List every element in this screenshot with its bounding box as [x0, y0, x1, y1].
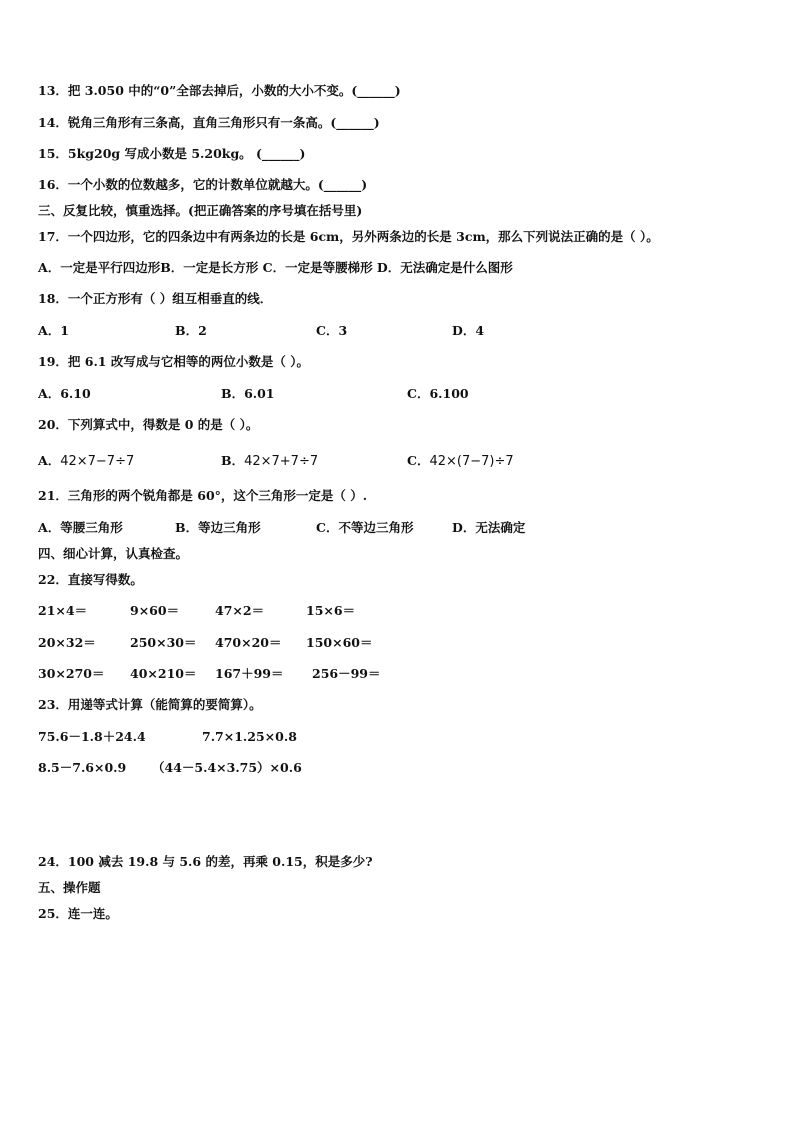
question-19: 19．把 6.1 改写成与它相等的两位小数是（ ）。 — [38, 354, 309, 369]
question-19-option-c: C．6.100 — [407, 386, 469, 401]
question-20-option-c — [407, 453, 514, 470]
calc-item: （44－5.4×3.75）×0.6 — [152, 760, 302, 775]
question-14: 14．锐角三角形有三条高，直角三角形只有一条高。(______) — [38, 115, 380, 130]
calc-item: 75.6－1.8＋24.4 — [38, 729, 146, 744]
question-16: 16．一个小数的位数越多，它的计数单位就越大。(______) — [38, 177, 368, 192]
question-23: 23．用递等式计算（能简算的要简算）。 — [38, 697, 262, 712]
calc-item: 47×2＝ — [215, 603, 265, 618]
question-18-option-d: D．4 — [452, 323, 485, 338]
calc-item: 20×32＝ — [38, 635, 96, 650]
formula: 42×7+7÷7 — [244, 454, 319, 469]
question-20: 20．下列算式中，得数是 0 的是（ ）。 — [38, 417, 259, 432]
calc-item: 40×210＝ — [130, 666, 197, 681]
question-18-option-c: C．3 — [316, 323, 348, 338]
calc-item: 7.7×1.25×0.8 — [202, 729, 297, 744]
calc-item: 30×270＝ — [38, 666, 105, 681]
question-22: 22．直接写得数。 — [38, 572, 143, 587]
question-21-option-c: C．不等边三角形 — [316, 520, 414, 535]
question-18-option-a: A．1 — [38, 323, 69, 338]
calc-item: 15×6＝ — [306, 603, 356, 618]
question-21-option-d: D．无法确定 — [452, 520, 526, 535]
option-label: C． — [407, 453, 430, 468]
option-label: B． — [221, 453, 245, 468]
question-21: 21．三角形的两个锐角都是 60°，这个三角形一定是（ ）. — [38, 488, 368, 503]
section-4-heading: 四、细心计算，认真检查。 — [38, 546, 189, 561]
formula: 42×(7−7)÷7 — [429, 454, 514, 469]
question-20-option-b — [221, 453, 318, 470]
question-19-option-b: B．6.01 — [221, 386, 275, 401]
question-18: 18．一个正方形有（ ）组互相垂直的线． — [38, 291, 273, 306]
section-5-heading: 五、操作题 — [38, 880, 101, 895]
calc-item: 167＋99＝ — [215, 666, 284, 681]
question-17-options: A．一定是平行四边形B．一定是长方形 C．一定是等腰梯形 D．无法确定是什么图形 — [38, 260, 513, 275]
calc-item: 256－99＝ — [312, 666, 381, 681]
formula: 42×7−7÷7 — [60, 454, 135, 469]
question-20-option-a — [38, 453, 134, 470]
question-13: 13．把 3.050 中的“0”全部去掉后，小数的大小不变。(______) — [38, 83, 401, 98]
calc-item: 21×4＝ — [38, 603, 88, 618]
question-21-option-a: A．等腰三角形 — [38, 520, 123, 535]
question-18-option-b: B．2 — [175, 323, 207, 338]
question-17: 17．一个四边形，它的四条边中有两条边的长是 6cm，另外两条边的长是 3cm，那么下列说法正确的是（ ）。 — [38, 229, 659, 244]
calc-item: 8.5－7.6×0.9 — [38, 760, 127, 775]
question-25: 25．连一连。 — [38, 906, 118, 921]
calc-item: 470×20＝ — [215, 635, 282, 650]
option-label: A． — [38, 453, 61, 468]
question-19-option-a: A．6.10 — [38, 386, 91, 401]
section-3-heading: 三、反复比较，慎重选择。(把正确答案的序号填在括号里) — [38, 203, 363, 218]
question-15: 15．5kg20g 写成小数是 5.20kg。 (______) — [38, 146, 306, 161]
question-24: 24．100 减去 19.8 与 5.6 的差，再乘 0.15，积是多少? — [38, 854, 373, 869]
calc-item: 9×60＝ — [130, 603, 180, 618]
calc-item: 250×30＝ — [130, 635, 197, 650]
calc-item: 150×60＝ — [306, 635, 373, 650]
question-21-option-b: B．等边三角形 — [175, 520, 261, 535]
